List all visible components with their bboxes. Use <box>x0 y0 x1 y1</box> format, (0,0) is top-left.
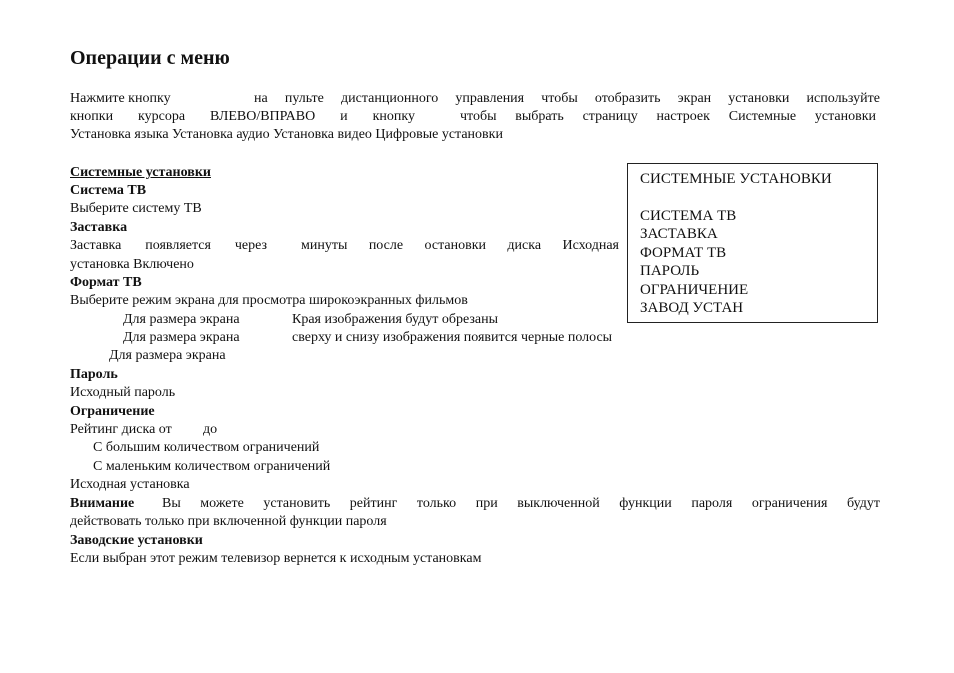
factory-heading: Заводские установки <box>70 533 203 548</box>
intro-line-2-end: чтобы выбрать страницу настроек Системные установки <box>460 109 876 124</box>
restriction-option-1: С большим количеством ограничений <box>93 440 320 455</box>
restriction-rating <box>70 421 230 439</box>
tv-system-heading: Система ТВ <box>70 183 147 198</box>
screensaver-text-start: Заставка появляется через <box>70 238 267 253</box>
intro-line-3: Установка языка Установка аудио Установка видео Цифровые установки <box>70 127 503 142</box>
menu-box-item-tv-format: ФОРМАТ ТВ <box>640 245 727 261</box>
restriction-rating-to: до <box>203 422 218 437</box>
intro-line-2-start: кнопки курсора ВЛЕВО/ВПРАВО и кнопку <box>70 109 415 124</box>
factory-text: Если выбран этот режим телевизор вернется к исходным установкам <box>70 551 482 566</box>
tv-format-option-2-desc: сверху и снизу изображения появится черные полосы <box>292 330 613 345</box>
menu-box-item-factory: ЗАВОД УСТАН <box>640 300 744 316</box>
restriction-note-line-1 <box>70 495 880 513</box>
tv-format-option-3: Для размера экрана <box>109 348 226 363</box>
screensaver-heading: Заставка <box>70 220 128 235</box>
section-heading-system-settings: Системные установки <box>70 165 211 180</box>
menu-box-item-restriction: ОГРАНИЧЕНИЕ <box>640 282 749 298</box>
restriction-option-2: С маленьким количеством ограничений <box>93 459 331 474</box>
tv-format-option-1-desc: Края изображения будут обрезаны <box>292 312 498 327</box>
screensaver-line-2: установка Включено <box>70 257 194 272</box>
tv-system-text: Выберите систему ТВ <box>70 201 202 216</box>
tv-format-text: Выберите режим экрана для просмотра широкоэкранных фильмов <box>70 293 468 308</box>
tv-format-option-2-label: Для размера экрана <box>123 330 240 345</box>
menu-box-title: СИСТЕМНЫЕ УСТАНОВКИ <box>640 171 832 187</box>
restriction-rating-from: Рейтинг диска от <box>70 422 172 437</box>
menu-box-item-tv-system: СИСТЕМА ТВ <box>640 208 737 224</box>
page-title: Операции с меню <box>70 47 230 69</box>
tv-format-heading: Формат ТВ <box>70 275 142 290</box>
restriction-default: Исходная установка <box>70 477 190 492</box>
note-label: Внимание <box>70 496 135 511</box>
note-text: Вы можете установить рейтинг только при выключенной функции пароля ограничения будут <box>162 496 880 511</box>
tv-format-option-2 <box>123 329 663 347</box>
password-text: Исходный пароль <box>70 385 176 400</box>
screensaver-line-1 <box>70 237 619 255</box>
restriction-note-line-2: действовать только при включенной функции пароля <box>70 514 387 529</box>
menu-box-item-password: ПАРОЛЬ <box>640 263 700 279</box>
intro-line-1-end: на пульте дистанционного управления чтобы отобразить экран установки используйте <box>254 91 880 106</box>
restriction-heading: Ограничение <box>70 404 155 419</box>
menu-box-item-screensaver: ЗАСТАВКА <box>640 226 718 242</box>
password-heading: Пароль <box>70 367 118 382</box>
screensaver-text-end: минуты после остановки диска Исходная <box>301 238 619 253</box>
intro-line-1-start: Нажмите кнопку <box>70 91 171 106</box>
menu-box <box>627 163 878 323</box>
tv-format-option-1 <box>123 311 543 329</box>
tv-format-option-1-label: Для размера экрана <box>123 312 240 327</box>
